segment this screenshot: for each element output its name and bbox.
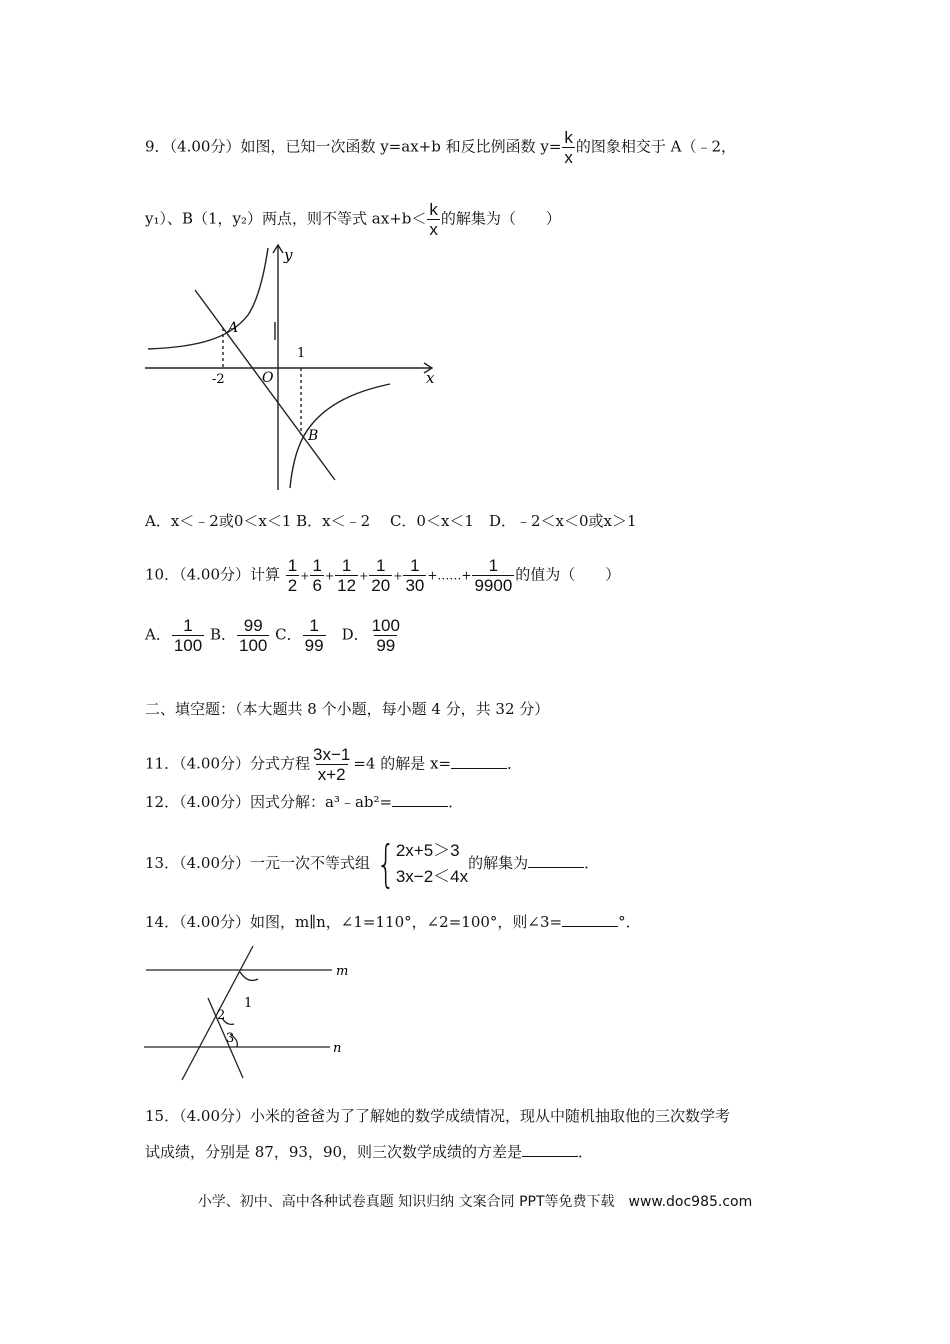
q11-fraction: $\frac{3x-1}{x+2}$ (313, 745, 351, 784)
tick-label-1: 1 (297, 346, 306, 361)
q10-term-4: $\frac{1}{20}$ (371, 556, 391, 595)
q9-function-graph (140, 240, 450, 495)
q10-tail: 的值为（ ） (515, 565, 621, 584)
option-c-value: $\frac{1}{99}$ (304, 616, 324, 655)
q14-answer-blank[interactable] (562, 912, 618, 927)
q13-row1: 2x+5＞3 (395, 841, 460, 860)
tick-label-neg2: -2 (212, 372, 225, 387)
plus-sign: + (300, 569, 310, 583)
option-a-label: A． (145, 625, 171, 644)
q10-term-1: $\frac{1}{2}$ (287, 556, 298, 595)
q11-end: ． (507, 754, 523, 773)
q13-inequality-system (370, 835, 469, 893)
label-n: n (333, 1041, 342, 1056)
q11-lead: 11．（4.00分）分式方程 (145, 754, 310, 773)
label-angle-3: 3 (226, 1031, 235, 1046)
q10-term-3: $\frac{1}{12}$ (337, 556, 357, 595)
q9-options: A．x＜﹣2或0＜x＜1 B．x＜﹣2 C．0＜x＜1 D．﹣2＜x＜0或x＞1 (145, 512, 637, 530)
option-d-label: D． (326, 625, 369, 644)
y-axis-label: y (284, 246, 293, 264)
q14-parallel-lines-diagram (140, 938, 365, 1083)
q15-end: ． (578, 1143, 594, 1161)
q9-line2-tail: 的解集为（ ） (440, 209, 561, 228)
q10-ellipsis: +……+ (427, 568, 472, 583)
option-c-label: C． (270, 625, 302, 644)
plus-sign: + (359, 569, 369, 583)
q10-line (145, 556, 620, 595)
x-axis-label: x (426, 369, 435, 387)
q9-fraction-k-over-x: $\frac{k}{x}$ (564, 128, 573, 167)
q13-row2: 3x−2＜4x (395, 867, 469, 886)
q13-tail: 的解集为 (468, 854, 529, 872)
q9-line2-lead: y₁）、B（1，y₂）两点，则不等式 ax+b＜ (145, 209, 427, 228)
label-angle-1: 1 (244, 996, 253, 1011)
option-a-value: $\frac{1}{100}$ (173, 616, 203, 655)
q15-line1: 15．（4.00分）小米的爸爸为了了解她的数学成绩情况，现从中随机抽取他的三次数学考 (145, 1107, 730, 1125)
option-d-value: $\frac{100}{99}$ (371, 616, 400, 655)
hyperbola-upper-branch (148, 248, 268, 349)
hyperbola-lower-branch (290, 384, 390, 488)
section-heading-fill-in: 二、填空题：（本大题共 8 个小题，每小题 4 分，共 32 分） (145, 700, 550, 718)
q15-text: 试成绩，分别是 87，93，90，则三次数学成绩的方差是 (145, 1143, 523, 1161)
q15-line2 (145, 1142, 593, 1162)
q9-fraction-k-over-x-2: $\frac{k}{x}$ (429, 200, 438, 239)
q14-end: °． (618, 913, 641, 931)
q10-term-last: $\frac{1}{9900}$ (474, 556, 513, 595)
q13-lead: 13．（4.00分）一元一次不等式组 (145, 854, 370, 872)
plus-sign: + (393, 569, 403, 583)
q10-options (145, 616, 403, 655)
q13-answer-blank[interactable] (528, 853, 584, 868)
q15-answer-blank[interactable] (522, 1142, 578, 1157)
q9-tail: 的图象相交于 A（﹣2， (575, 137, 737, 156)
option-b-value: $\frac{99}{100}$ (239, 616, 268, 655)
q13-line (145, 835, 600, 893)
point-a-label: A (228, 320, 239, 336)
q12-answer-blank[interactable] (392, 792, 448, 807)
q14-line (145, 912, 641, 932)
q11-answer-blank[interactable] (451, 754, 507, 769)
q12-line (145, 792, 463, 812)
q10-term-2: $\frac{1}{6}$ (312, 556, 322, 595)
page-footer: 小学、初中、高中各种试卷真题 知识归纳 文案合同 PPT等免费下载 www.doc985.com (197, 1194, 753, 1210)
option-b-label: B． (205, 625, 237, 644)
q12-end: ． (448, 793, 464, 811)
point-b-label: B (308, 428, 319, 444)
q10-term-5: $\frac{1}{30}$ (405, 556, 425, 595)
q13-end: ． (584, 854, 600, 872)
angle-1-arc (240, 972, 258, 980)
q12-text: 12．（4.00分）因式分解：a³﹣ab²= (145, 793, 393, 811)
q11-tail: =4 的解是 x= (353, 754, 452, 773)
q9-lead: 9．（4.00分）如图，已知一次函数 y=ax+b 和反比例函数 y= (145, 137, 562, 156)
q14-text: 14．（4.00分）如图，m∥n，∠1=110°，∠2=100°，则∠3= (145, 913, 563, 931)
label-m: m (336, 964, 349, 979)
origin-label: O (262, 370, 274, 386)
q11-line (145, 745, 522, 784)
plus-sign: + (324, 569, 335, 583)
label-angle-2: 2 (217, 1008, 226, 1023)
q9-line2 (145, 200, 561, 239)
q9-line1 (145, 128, 736, 167)
q10-lead: 10．（4.00分）计算 (145, 565, 280, 584)
brace-icon: { (376, 835, 396, 893)
